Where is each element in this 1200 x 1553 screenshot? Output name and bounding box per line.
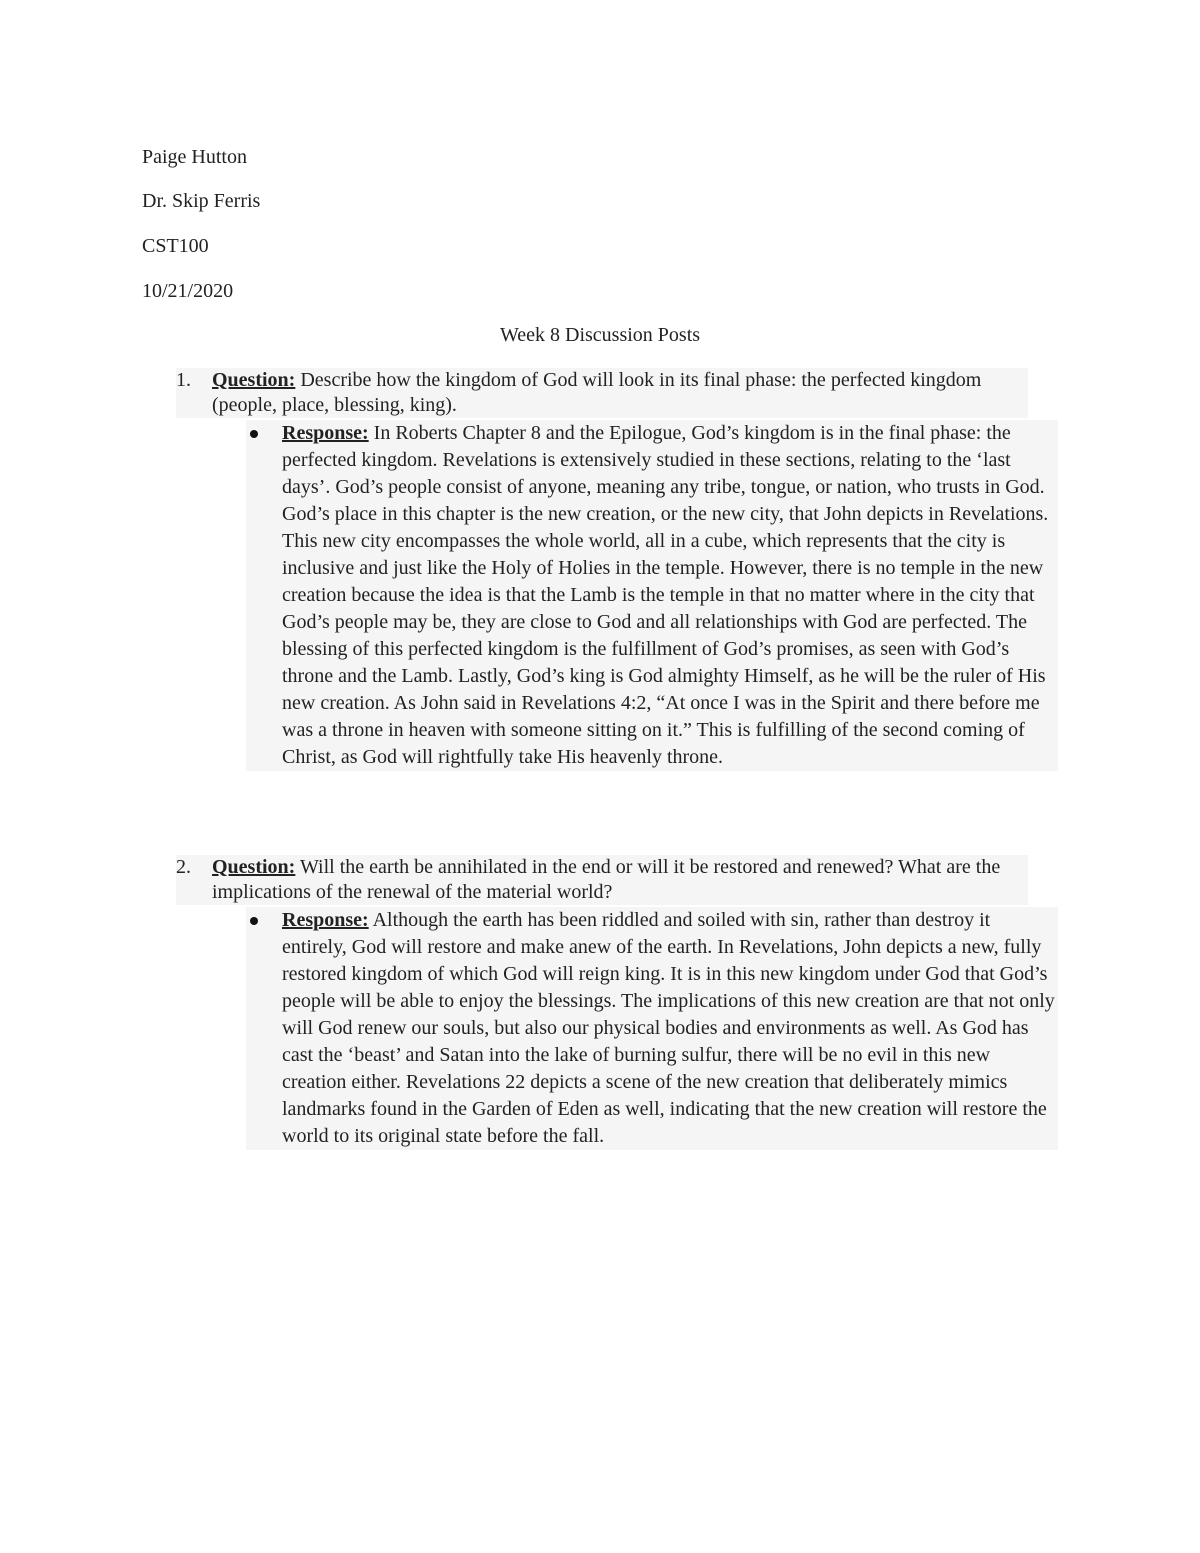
bullet-icon bbox=[250, 430, 258, 438]
question-text: Will the earth be annihilated in the end or will it be restored and renewed? What are the implications of the renewal of the material world? bbox=[212, 856, 1001, 903]
question-block bbox=[176, 855, 1028, 905]
question-block bbox=[176, 368, 1028, 418]
response-label: Response: bbox=[282, 909, 369, 931]
item-number: 1. bbox=[176, 369, 191, 391]
response-list-item bbox=[246, 420, 1058, 771]
response-text: In Roberts Chapter 8 and the Epilogue, God’s kingdom is in the final phase: the perfected kingdom. Revelations is extensively studied in these sections, relating to the ‘last days’. God’s people consist of anyone, meaning any tribe, tongue, or nation, who trusts in God. God’s place in this chapter is the new creation, or the new city, that John depicts in Revelations. This new city encompasses the whole world, all in a cube, which represents that the city is inclusive and just like the Holy of Holies in the temple. However, there is no temple in the new creation because the idea is that the Lamb is the temple in that no matter where in the city that God’s people may be, they are close to God and all relationships with God are perfected. The blessing of this perfected kingdom is the fulfillment of God’s promises, as seen with God’s throne and the Lamb. Lastly, God’s king is God almighty Himself, as he will be the ruler of His new creation. As John said in Revelations 4:2, “At once I was in the Spirit and there before me was a throne in heaven with someone sitting on it.” This is fulfilling of the second coming of Christ, as God will rightfully take His heavenly throne. bbox=[282, 422, 1049, 768]
response-list-item bbox=[246, 907, 1058, 1150]
author-name: Paige Hutton bbox=[142, 146, 247, 168]
response-text: Although the earth has been riddled and soiled with sin, rather than destroy it entirely, God will restore and make anew of the earth. In Revelations, John depicts a new, fully restored kingdom of which God will reign king. It is in this new kingdom under God that God’s people will be able to enjoy the blessings. The implications of this new creation are that not only will God renew our souls, but also our physical bodies and environments as well. As God has cast the ‘beast’ and Satan into the lake of burning sulfur, there will be no evil in this new creation either. Revelations 22 depicts a scene of the new creation that deliberately mimics landmarks found in the Garden of Eden as well, indicating that the new creation will restore the world to its original state before the fall. bbox=[282, 909, 1055, 1147]
question-label: Question: bbox=[212, 856, 296, 878]
course-code: CST100 bbox=[142, 235, 209, 257]
item-number: 2. bbox=[176, 856, 191, 878]
instructor-name: Dr. Skip Ferris bbox=[142, 190, 261, 212]
document-date: 10/21/2020 bbox=[142, 280, 234, 302]
bullet-icon bbox=[250, 917, 258, 925]
response-block bbox=[246, 420, 1058, 771]
question-text: Describe how the kingdom of God will look in its final phase: the perfected kingdom (people, place, blessing, king). bbox=[212, 369, 982, 416]
discussion-item-1 bbox=[176, 368, 1058, 771]
discussion-item-2 bbox=[176, 855, 1058, 1150]
response-label: Response: bbox=[282, 422, 369, 444]
response-block bbox=[246, 907, 1058, 1150]
document-title: Week 8 Discussion Posts bbox=[499, 324, 701, 346]
question-label: Question: bbox=[212, 369, 296, 391]
